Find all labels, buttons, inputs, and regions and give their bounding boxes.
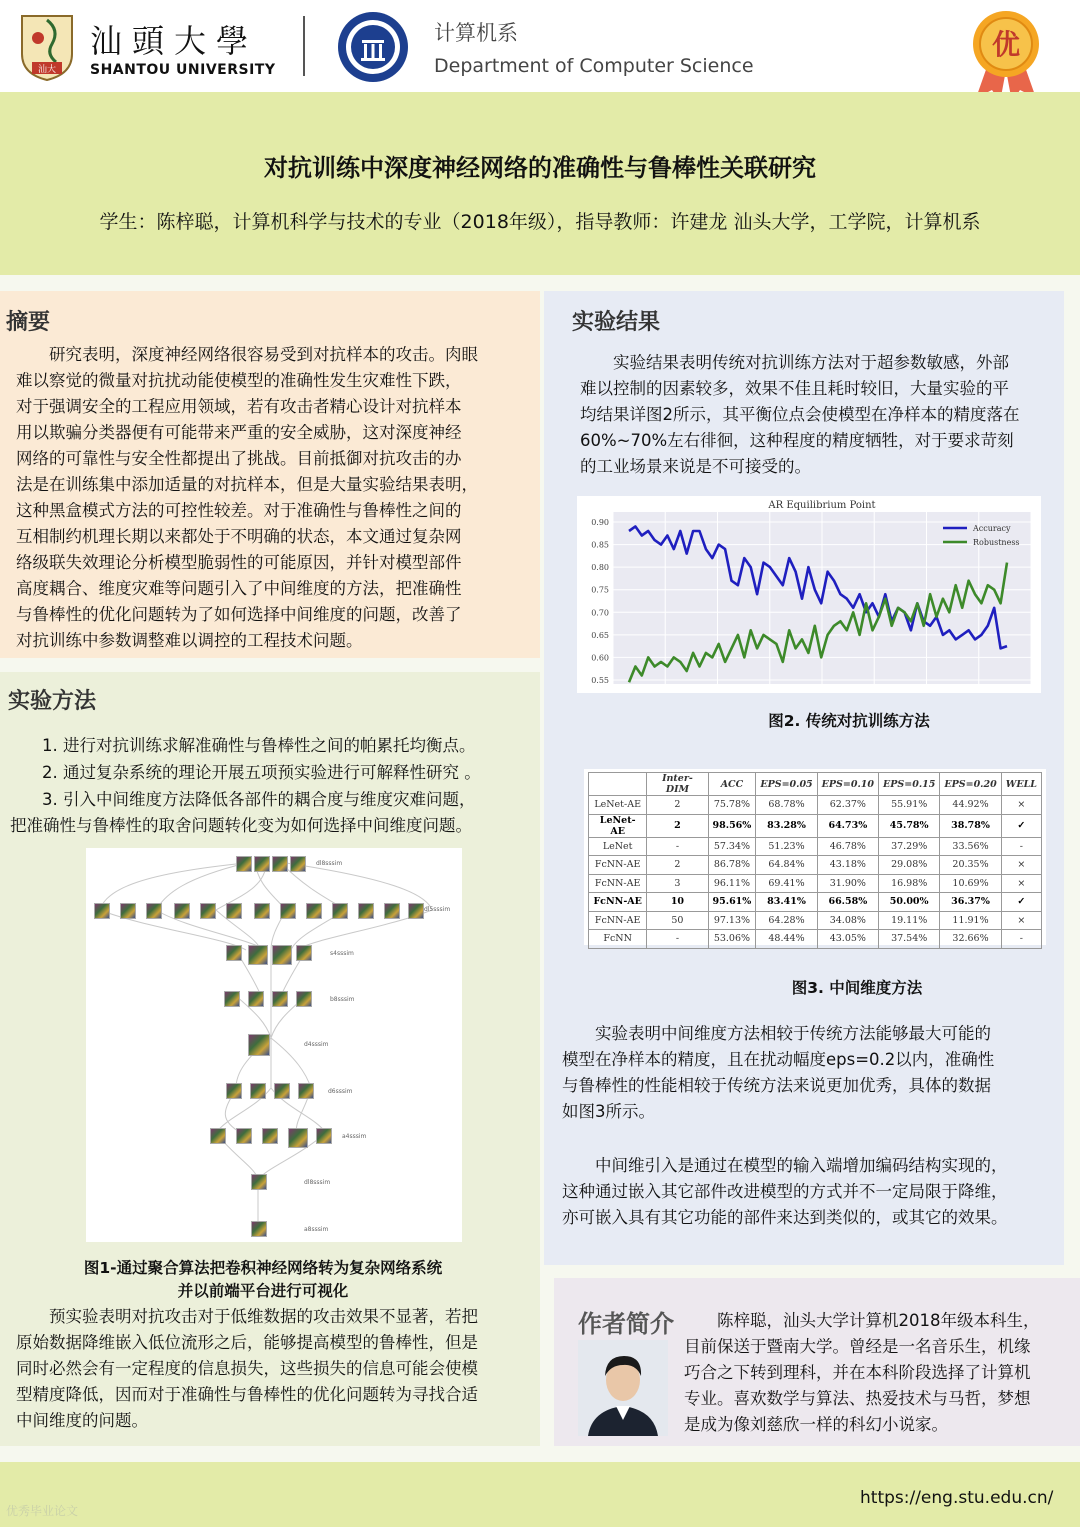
- node-label: s4sssim: [330, 950, 354, 957]
- header: [0, 0, 1080, 92]
- table-cell: 50.00%: [879, 893, 940, 912]
- y-tick-label: 0.85: [591, 540, 609, 550]
- figure-1-caption-line-1: 图1-通过聚合算法把卷积神经网络转为复杂网络系统: [83, 1259, 443, 1277]
- table-header-cell: Inter-DIM: [647, 773, 708, 796]
- seal-text: 汕大: [37, 65, 57, 75]
- table-cell: 37.29%: [879, 837, 940, 856]
- y-tick-label: 0.65: [591, 630, 609, 640]
- table-cell: 96.11%: [708, 874, 756, 893]
- table-cell: 83.28%: [756, 814, 817, 837]
- table-cell: ×: [1001, 911, 1041, 930]
- methods-conclusion-line: 同时必然会有一定程度的信息损失，这些损失的信息可能会使模: [16, 1359, 478, 1378]
- table-cell: 46.78%: [817, 837, 878, 856]
- results-para-3: [562, 1153, 1062, 1231]
- department-name-cn: 计算机系: [434, 21, 518, 45]
- network-node: [384, 903, 400, 919]
- results-heading: 实验结果: [572, 310, 661, 335]
- university-name-cn: 汕頭大學: [90, 22, 259, 60]
- node-label: dl5sssim: [424, 906, 451, 913]
- abstract-line: 对于强调安全的工程应用领域，若有攻击者精心设计对抗样本: [16, 397, 462, 416]
- table-cell: 86.78%: [708, 856, 756, 875]
- methods-panel: [0, 672, 540, 1446]
- network-node: [290, 856, 306, 872]
- network-node: [250, 1083, 266, 1099]
- table-cell: 53.06%: [708, 930, 756, 949]
- results-para-2-line: 如图3所示。: [562, 1102, 655, 1121]
- watermark: 优秀毕业论文: [6, 1504, 79, 1518]
- author-bio-line: 专业。喜欢数学与算法、热爱技术与马哲，梦想: [684, 1389, 1031, 1408]
- table-cell: ×: [1001, 856, 1041, 875]
- table-cell: 10: [647, 893, 708, 912]
- network-edges: [86, 848, 462, 1242]
- table-cell: LeNet-AE: [589, 796, 647, 815]
- results-table: [588, 772, 1042, 949]
- table-row: [589, 796, 1042, 815]
- author-bio-line: 目前保送于暨南大学。曾经是一名音乐生，机缘: [684, 1337, 1031, 1356]
- results-line: 60%~70%左右徘徊，这种程度的精度牺牲，对于要求苛刻: [580, 431, 1014, 450]
- results-para-2-line: 实验表明中间维度方法相较于传统方法能够最大可能的: [595, 1024, 991, 1043]
- results-para-3-line: 亦可嵌入具有其它功能的部件来达到类似的，或其它的效果。: [562, 1208, 1008, 1227]
- y-tick-label: 0.70: [591, 608, 609, 618]
- methods-step-1: 1. 进行对抗训练求解准确性与鲁棒性之间的帕累托均衡点。: [42, 736, 476, 755]
- abstract-line: 法是在训练集中添加适量的对抗样本，但是大量实验结果表明，: [16, 475, 478, 494]
- website-link[interactable]: https://eng.stu.edu.cn/: [860, 1488, 1054, 1508]
- table-cell: ×: [1001, 874, 1041, 893]
- network-node: [280, 903, 296, 919]
- table-body: [589, 796, 1042, 949]
- table-cell: 43.05%: [817, 930, 878, 949]
- author-bio-line: 巧合之下转到理科，并在本科阶段选择了计算机: [684, 1363, 1031, 1382]
- network-node: [224, 991, 240, 1007]
- network-node: [254, 903, 270, 919]
- results-para-2: [562, 1021, 1062, 1125]
- methods-conclusion: [16, 1304, 536, 1434]
- abstract-heading: 摘要: [6, 310, 51, 335]
- table-cell: 62.37%: [817, 796, 878, 815]
- network-node: [316, 1128, 332, 1144]
- results-line: 实验结果表明传统对抗训练方法对于超参数敏感，外部: [613, 353, 1009, 372]
- table-cell: 37.54%: [879, 930, 940, 949]
- table-cell: 95.61%: [708, 893, 756, 912]
- legend-label: Accuracy: [973, 524, 1011, 533]
- table-cell: LeNet: [589, 837, 647, 856]
- author-bio-panel: [554, 1278, 1080, 1446]
- department-name-en: Department of Computer Science: [434, 55, 754, 77]
- network-node: [262, 1128, 278, 1144]
- table-cell: ×: [1001, 796, 1041, 815]
- table-cell: 16.98%: [879, 874, 940, 893]
- header-divider: [303, 16, 305, 76]
- methods-step-3-cont: 把准确性与鲁棒性的取舍问题转化变为如何选择中间维度问题。: [10, 816, 472, 835]
- table-cell: 83.41%: [756, 893, 817, 912]
- network-node: [296, 945, 312, 961]
- network-node: [288, 1128, 308, 1148]
- abstract-line: 研究表明，深度神经网络很容易受到对抗样本的攻击。肉眼: [49, 345, 478, 364]
- methods-conclusion-line: 中间维度的问题。: [16, 1411, 148, 1430]
- network-node: [226, 945, 242, 961]
- network-node: [200, 903, 216, 919]
- network-node: [358, 903, 374, 919]
- author-bio-line: 陈梓聪，汕头大学计算机2018年级本科生，: [717, 1311, 1040, 1330]
- network-node: [272, 856, 288, 872]
- table-row: [589, 893, 1042, 912]
- table-header-cell: ACC: [708, 773, 756, 796]
- network-node: [210, 1128, 226, 1144]
- methods-heading: 实验方法: [8, 689, 97, 714]
- table-cell: -: [647, 930, 708, 949]
- table-row: [589, 856, 1042, 875]
- table-cell: 50: [647, 911, 708, 930]
- network-node: [248, 991, 264, 1007]
- y-tick-label: 0.75: [591, 585, 609, 595]
- abstract-line: 这种黑盒模式方法的可控性较差。对于准确性与鲁棒性之间的: [16, 501, 462, 520]
- table-cell: 2: [647, 814, 708, 837]
- table-cell: 64.73%: [817, 814, 878, 837]
- table-cell: 51.23%: [756, 837, 817, 856]
- node-label: a8sssim: [304, 1226, 329, 1233]
- network-node: [236, 1128, 252, 1144]
- footer: [0, 1462, 1080, 1527]
- network-node: [298, 1083, 314, 1099]
- y-tick-label: 0.60: [591, 653, 609, 663]
- network-node: [306, 903, 322, 919]
- figure-3-caption: 图3. 中间维度方法: [791, 979, 923, 997]
- table-cell: FcNN-AE: [589, 911, 647, 930]
- abstract-panel: [0, 291, 540, 658]
- table-cell: 29.08%: [879, 856, 940, 875]
- table-cell: 48.44%: [756, 930, 817, 949]
- network-node: [226, 1083, 242, 1099]
- table-cell: FcNN-AE: [589, 856, 647, 875]
- table-cell: ✓: [1001, 893, 1041, 912]
- network-node: [332, 903, 348, 919]
- college-logo-icon: [336, 10, 410, 84]
- authors-line: 学生：陈梓聪，计算机科学与技术的专业（2018年级），指导教师：许建龙 汕头大学，工学院，计算机系: [99, 211, 981, 233]
- methods-conclusion-line: 预实验表明对抗攻击对于低维数据的攻击效果不显著，若把: [49, 1307, 478, 1326]
- table-cell: 11.91%: [940, 911, 1001, 930]
- table-cell: -: [1001, 930, 1041, 949]
- table-cell: 98.56%: [708, 814, 756, 837]
- table-cell: 64.84%: [756, 856, 817, 875]
- y-tick-label: 0.90: [591, 518, 609, 527]
- results-para-2-line: 与鲁棒性的性能相较于传统方法来说更加优秀，具体的数据: [562, 1076, 991, 1095]
- table-cell: 68.78%: [756, 796, 817, 815]
- network-node: [146, 903, 162, 919]
- node-label: b8sssim: [330, 996, 355, 1003]
- network-node: [248, 945, 268, 965]
- results-line: 的工业场景来说是不可接受的。: [580, 457, 811, 476]
- abstract-line: 高度耦合、维度灾难等问题引入了中间维度的方法，把准确性: [16, 579, 462, 598]
- network-visualization-figure: [86, 848, 462, 1242]
- table-cell: -: [1001, 837, 1041, 856]
- badge-text: 优: [991, 28, 1021, 61]
- y-tick-label: 0.55: [591, 676, 609, 685]
- table-cell: 69.41%: [756, 874, 817, 893]
- results-para-3-line: 这种通过嵌入其它部件改进模型的方式并不一定局限于降维，: [562, 1182, 1008, 1201]
- table-cell: FcNN-AE: [589, 893, 647, 912]
- table-row: [589, 814, 1042, 837]
- university-seal-icon: [16, 10, 78, 82]
- results-para-2-line: 模型在净样本的精度，且在扰动幅度eps=0.2以内，准确性: [562, 1050, 995, 1069]
- table-cell: 19.11%: [879, 911, 940, 930]
- table-cell: 33.56%: [940, 837, 1001, 856]
- abstract-line: 互相制约机理长期以来都处于不明确的状态，本文通过复杂网: [16, 527, 462, 546]
- network-node: [254, 856, 270, 872]
- table-header-cell: WELL: [1001, 773, 1041, 796]
- network-node: [174, 903, 190, 919]
- table-cell: 97.13%: [708, 911, 756, 930]
- methods-step-2: 2. 通过复杂系统的理论开展五项预实验进行可解释性研究 。: [42, 763, 481, 782]
- abstract-line: 难以察觉的微量对抗扰动能使模型的准确性发生灾难性下跌，: [16, 371, 462, 390]
- node-label: d4sssim: [304, 1041, 329, 1048]
- figure-2-caption: 图2. 传统对抗训练方法: [768, 712, 930, 730]
- table-row: [589, 911, 1042, 930]
- table-cell: 75.78%: [708, 796, 756, 815]
- abstract-line: 对抗训练中参数调整难以调控的工程技术问题。: [16, 631, 363, 650]
- table-header-cell: [589, 773, 647, 796]
- excellence-badge-icon: [966, 6, 1046, 102]
- network-node: [248, 1034, 270, 1056]
- figure-1-caption-line-2: 并以前端平台进行可视化: [177, 1282, 349, 1300]
- table-header-cell: EPS=0.05: [756, 773, 817, 796]
- results-panel: [544, 291, 1064, 1265]
- table-cell: 36.37%: [940, 893, 1001, 912]
- table-cell: 3: [647, 874, 708, 893]
- author-photo: [578, 1340, 668, 1436]
- methods-conclusion-line: 型精度降低，因而对于准确性与鲁棒性的优化问题转为寻找合适: [16, 1385, 478, 1404]
- abstract-body: [16, 342, 540, 654]
- table-cell: 44.92%: [940, 796, 1001, 815]
- table-cell: 34.08%: [817, 911, 878, 930]
- network-node: [236, 856, 252, 872]
- network-node: [272, 945, 292, 965]
- legend-label: Robustness: [973, 538, 1020, 547]
- abstract-line: 用以欺骗分类器便有可能带来严重的安全威胁，这对深度神经: [16, 423, 462, 442]
- author-bio-heading: 作者简介: [578, 1310, 674, 1338]
- table-cell: ✓: [1001, 814, 1041, 837]
- results-body: [580, 350, 1064, 480]
- network-node: [408, 903, 424, 919]
- results-table-figure: [584, 769, 1046, 945]
- table-cell: 55.91%: [879, 796, 940, 815]
- methods-conclusion-line: 原始数据降维嵌入低位流形之后，能够提高模型的鲁棒性，但是: [16, 1333, 478, 1352]
- abstract-line: 网络的可靠性与安全性都提出了挑战。目前抵御对抗攻击的办: [16, 449, 462, 468]
- table-row: [589, 874, 1042, 893]
- poster-title: 对抗训练中深度神经网络的准确性与鲁棒性关联研究: [264, 154, 816, 182]
- table-cell: 32.66%: [940, 930, 1001, 949]
- abstract-line: 络级联失效理论分析模型脆弱性的可能原因，并针对模型部件: [16, 553, 462, 572]
- table-cell: 10.69%: [940, 874, 1001, 893]
- table-cell: FcNN: [589, 930, 647, 949]
- network-node: [251, 1221, 267, 1237]
- table-header-cell: EPS=0.15: [879, 773, 940, 796]
- network-node: [226, 903, 242, 919]
- table-cell: 31.90%: [817, 874, 878, 893]
- table-row: [589, 837, 1042, 856]
- node-label: dl8sssim: [304, 1179, 331, 1186]
- results-line: 难以控制的因素较多，效果不佳且耗时较旧，大量实验的平: [580, 379, 1009, 398]
- author-portrait-icon: [578, 1340, 668, 1436]
- results-line: 均结果详图2所示，其平衡位点会使模型在净样本的精度落在: [580, 405, 1020, 424]
- methods-step-3: 3. 引入中间维度方法降低各部件的耦合度与维度灾难问题，: [42, 790, 476, 809]
- ar-equilibrium-chart: [577, 496, 1041, 693]
- table-row: [589, 930, 1042, 949]
- table-header-cell: EPS=0.20: [940, 773, 1001, 796]
- table-header-row: [589, 773, 1042, 796]
- network-node: [272, 991, 288, 1007]
- table-header-cell: EPS=0.10: [817, 773, 878, 796]
- y-tick-label: 0.80: [591, 563, 609, 573]
- results-para-3-line: 中间维引入是通过在模型的输入端增加编码结构实现的，: [595, 1156, 1008, 1175]
- network-node: [251, 1174, 267, 1190]
- node-label: a4sssim: [342, 1133, 367, 1140]
- network-node: [94, 903, 110, 919]
- table-cell: 38.78%: [940, 814, 1001, 837]
- table-cell: 64.28%: [756, 911, 817, 930]
- table-cell: -: [647, 837, 708, 856]
- network-node: [296, 991, 312, 1007]
- author-bio-line: 是成为像刘慈欣一样的科幻小说家。: [684, 1415, 948, 1434]
- table-cell: 45.78%: [879, 814, 940, 837]
- table-cell: LeNet-AE: [589, 814, 647, 837]
- table-cell: 66.58%: [817, 893, 878, 912]
- university-name-en: SHANTOU UNIVERSITY: [90, 62, 276, 78]
- node-label: dl8sssim: [316, 860, 343, 867]
- abstract-line: 与鲁棒性的优化问题转为了如何选择中间维度的问题，改善了: [16, 605, 462, 624]
- table-cell: 2: [647, 856, 708, 875]
- table-cell: 2: [647, 796, 708, 815]
- author-bio-body: [684, 1308, 1076, 1438]
- table-cell: 43.18%: [817, 856, 878, 875]
- network-node: [274, 1083, 290, 1099]
- chart-title: AR Equilibrium Point: [768, 500, 876, 511]
- table-cell: 57.34%: [708, 837, 756, 856]
- table-cell: 20.35%: [940, 856, 1001, 875]
- node-label: d6sssim: [328, 1088, 353, 1095]
- title-band: [0, 92, 1080, 275]
- network-node: [120, 903, 136, 919]
- table-cell: FcNN-AE: [589, 874, 647, 893]
